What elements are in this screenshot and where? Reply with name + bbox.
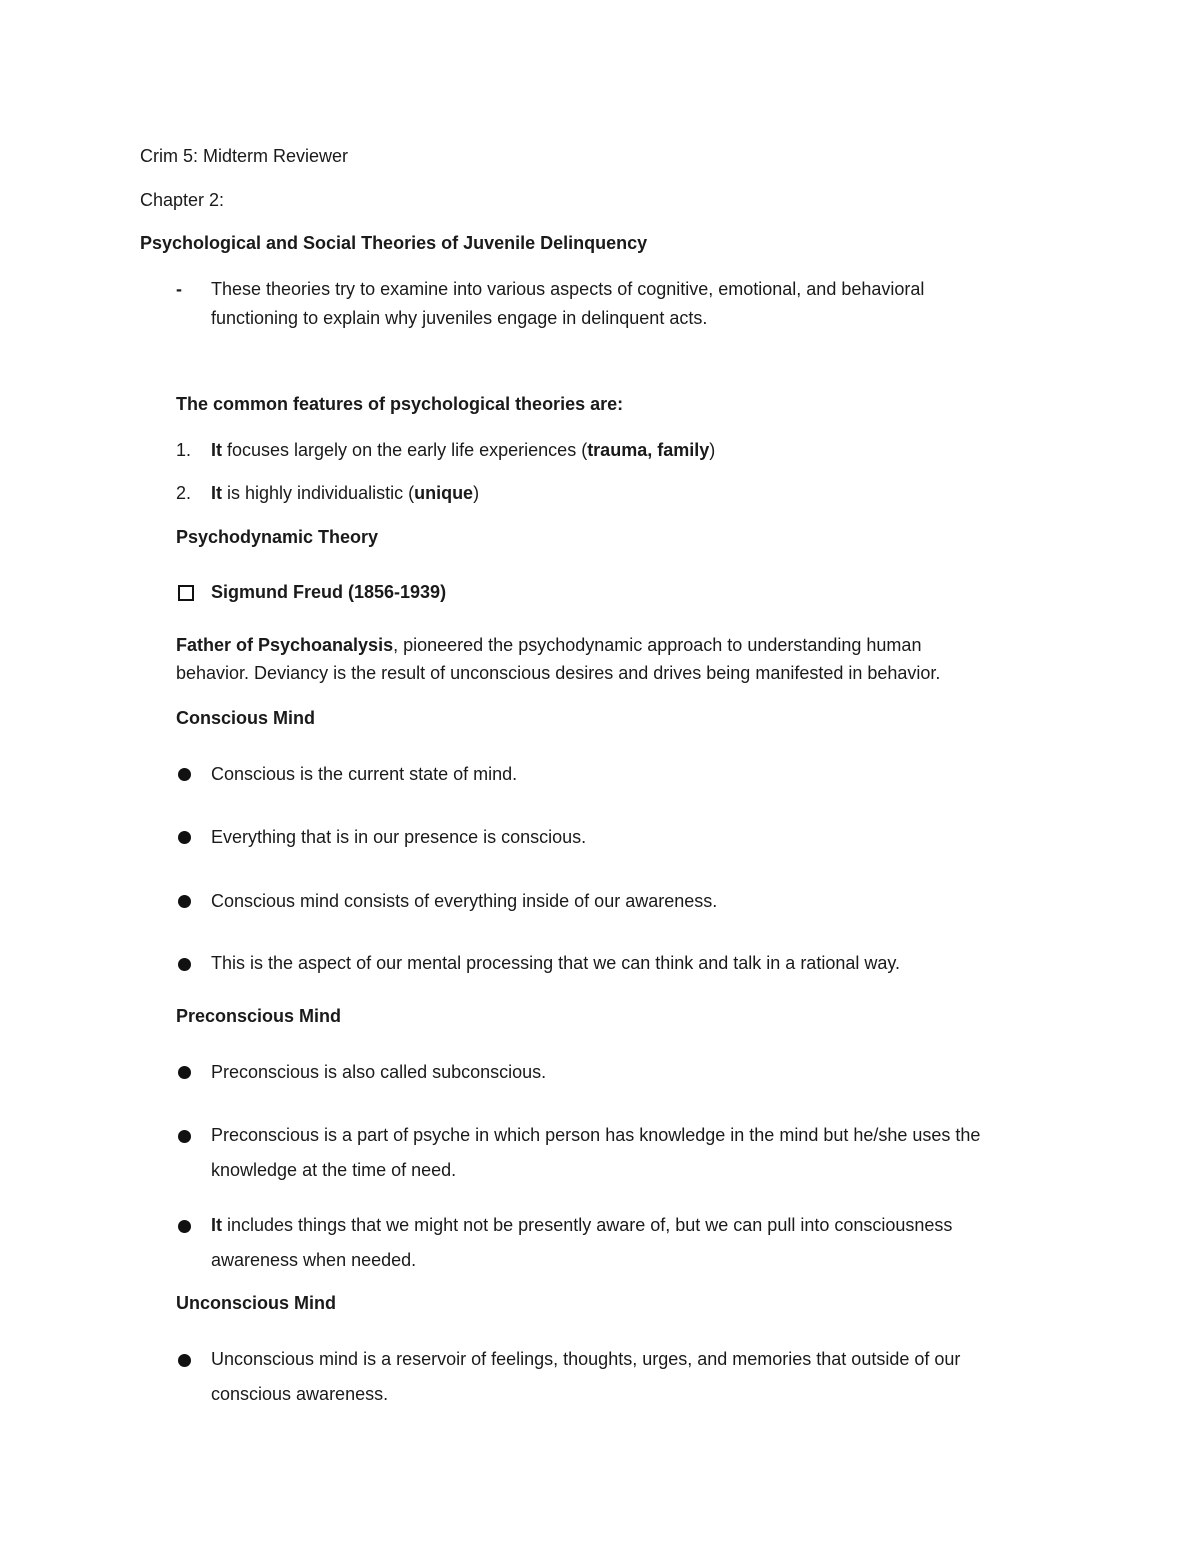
main-heading: Psychological and Social Theories of Juvenile Delinquency <box>140 233 648 253</box>
bullet-icon <box>178 1066 191 1079</box>
list-number: 1. <box>176 440 192 460</box>
bullet-icon <box>178 1130 191 1143</box>
conscious-item: Conscious mind consists of everything inside of our awareness. <box>211 891 718 911</box>
psychodynamic-heading: Psychodynamic Theory <box>176 527 379 547</box>
feature-bold: unique <box>414 483 474 503</box>
unconscious-item-line-1: Unconscious mind is a reservoir of feelings, thoughts, urges, and memories that outside of our <box>211 1349 961 1369</box>
feature-lead: It <box>211 483 222 503</box>
document-title: Crim 5: Midterm Reviewer <box>140 146 349 166</box>
preconscious-item-3-line-1 <box>211 1212 952 1238</box>
bullet-icon <box>178 1220 191 1233</box>
preconscious-heading: Preconscious Mind <box>176 1006 342 1026</box>
chapter-label: Chapter 2: <box>140 190 225 210</box>
conscious-heading: Conscious Mind <box>176 708 315 728</box>
freud-desc-line-2: behavior. Deviancy is the result of unconscious desires and drives being manifested in behavior. <box>176 663 941 683</box>
preconscious-item-line-1: Preconscious is a part of psyche in which person has knowledge in the mind but he/she uses the <box>211 1125 981 1145</box>
feature-text-end: ) <box>709 440 716 460</box>
freud-desc-line-1 <box>176 632 921 658</box>
bullet-icon <box>178 1354 191 1367</box>
bullet-icon <box>178 895 191 908</box>
conscious-item: Conscious is the current state of mind. <box>211 764 518 784</box>
freud-heading: Sigmund Freud (1856-1939) <box>211 582 447 602</box>
intro-line-1: These theories try to examine into various aspects of cognitive, emotional, and behavioral <box>211 279 925 299</box>
preconscious-item-3-rest: includes things that we might not be presently aware of, but we can pull into consciousness <box>222 1215 953 1235</box>
checkbox-bullet-icon <box>178 585 194 601</box>
preconscious-item-3-lead: It <box>211 1215 222 1235</box>
freud-desc-rest: , pioneered the psychodynamic approach to understanding human <box>393 635 922 655</box>
feature-text-end: ) <box>473 483 480 503</box>
preconscious-item-3-line-2: awareness when needed. <box>211 1250 417 1270</box>
feature-text: focuses largely on the early life experiences ( <box>222 440 588 460</box>
feature-item-1 <box>211 437 715 463</box>
features-heading: The common features of psychological theories are: <box>176 394 624 414</box>
bullet-icon <box>178 831 191 844</box>
conscious-item: This is the aspect of our mental processing that we can think and talk in a rational way. <box>211 953 901 973</box>
dash-bullet: - <box>176 279 182 299</box>
feature-item-2 <box>211 480 479 506</box>
unconscious-item-line-2: conscious awareness. <box>211 1384 389 1404</box>
preconscious-item-line-2: knowledge at the time of need. <box>211 1160 457 1180</box>
freud-title: Father of Psychoanalysis <box>176 635 394 655</box>
bullet-icon <box>178 768 191 781</box>
conscious-item: Everything that is in our presence is conscious. <box>211 827 587 847</box>
preconscious-item: Preconscious is also called subconscious. <box>211 1062 547 1082</box>
feature-text: is highly individualistic ( <box>222 483 415 503</box>
feature-bold: trauma, family <box>587 440 710 460</box>
feature-lead: It <box>211 440 222 460</box>
intro-line-2: functioning to explain why juveniles engage in delinquent acts. <box>211 308 708 328</box>
list-number: 2. <box>176 483 192 503</box>
bullet-icon <box>178 958 191 971</box>
unconscious-heading: Unconscious Mind <box>176 1293 337 1313</box>
